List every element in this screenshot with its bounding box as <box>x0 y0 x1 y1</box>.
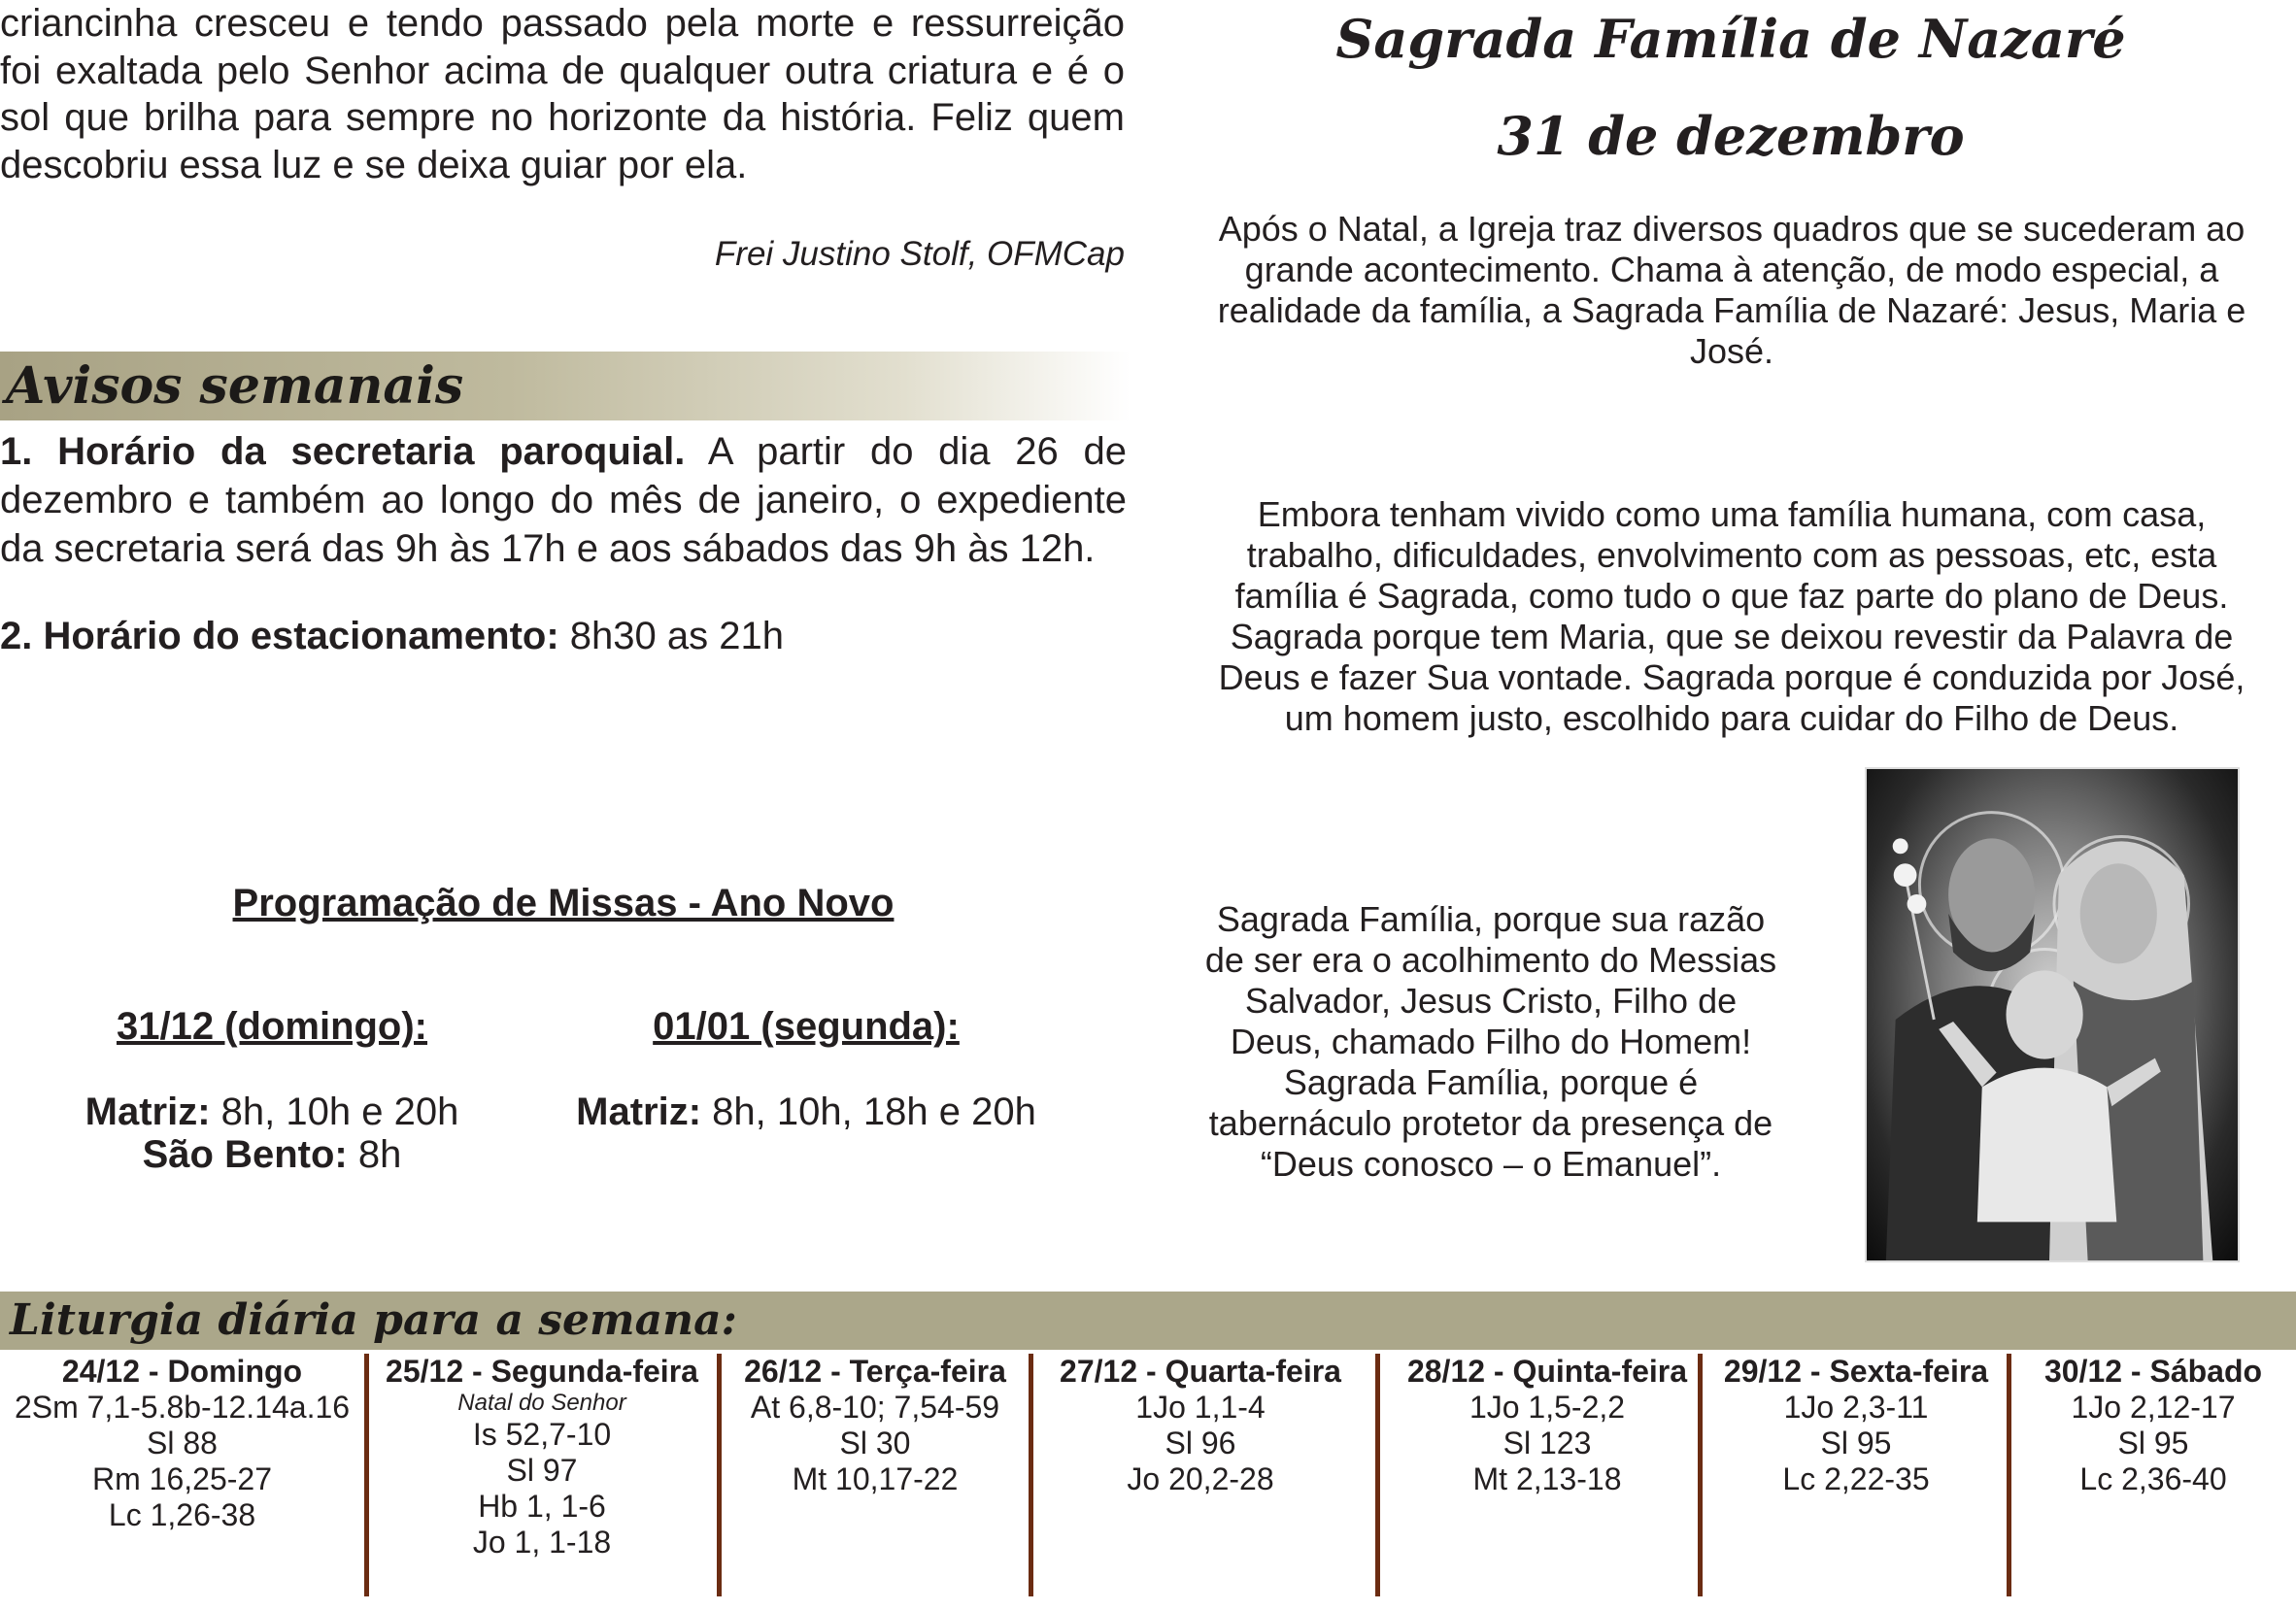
liturgia-day-column <box>1387 1354 1707 1497</box>
liturgia-column-divider <box>2007 1354 2011 1596</box>
missa-schedule-31-12 <box>68 1005 476 1176</box>
liturgia-day-column <box>1705 1354 2008 1497</box>
liturgia-reading: 1Jo 2,3-11 <box>1783 1390 1929 1425</box>
liturgia-day-label: 24/12 - Domingo <box>61 1354 303 1389</box>
intro-signature: Frei Justino Stolf, OFMCap <box>714 235 1125 273</box>
missa-schedule-01-01 <box>563 1005 1049 1133</box>
aviso-item-secretaria <box>0 427 1127 573</box>
missa-location-label: São Bento: <box>142 1133 348 1176</box>
missa-times: 8h, 10h, 18h e 20h <box>701 1091 1036 1133</box>
liturgia-reading: Lc 2,22-35 <box>1782 1461 1930 1496</box>
sagrada-familia-paragraph-3: Sagrada Família, porque sua razão de ser era o acolhimento do Messias Salvador, Jesus Cristo, Filho de Deus, chamado Filho do Homem! Sagrada Família, porque é tabernáculo protetor da presença de “Deus conosco – o Emanuel”. <box>1204 899 1777 1184</box>
aviso-item-estacionamento-label: 2. Horário do estacionamento: <box>0 615 559 657</box>
liturgia-reading: Lc 2,36-40 <box>2079 1461 2227 1496</box>
liturgia-day-column <box>2014 1354 2292 1497</box>
avisos-title: Avisos semanais <box>6 356 464 416</box>
sagrada-familia-date: 31 de dezembro <box>1497 105 1965 167</box>
liturgia-reading: Sl 30 <box>839 1426 911 1460</box>
liturgia-reading: 2Sm 7,1-5.8b-12.14a.16 <box>14 1390 351 1425</box>
liturgia-day-label: 29/12 - Sexta-feira <box>1723 1354 1989 1389</box>
missa-row-sao-bento <box>68 1133 476 1176</box>
aviso-item-estacionamento <box>0 612 1127 660</box>
missa-day-header: 31/12 (domingo): <box>116 1005 428 1048</box>
sagrada-familia-title: Sagrada Família de Nazaré <box>1335 8 2126 70</box>
liturgia-reading: Jo 20,2-28 <box>1127 1461 1274 1496</box>
liturgia-day-label: 25/12 - Segunda-feira <box>386 1354 698 1389</box>
liturgia-reading: Mt 10,17-22 <box>792 1461 959 1496</box>
liturgia-reading: Sl 97 <box>506 1453 578 1488</box>
liturgia-reading: Sl 96 <box>1165 1426 1236 1460</box>
sagrada-familia-paragraph-2: Embora tenham vivido como uma família humana, com casa, trabalho, dificuldades, envolvimento com as pessoas, etc, esta família é Sagrada, como tudo o que faz parte do plano de Deus. Sagrada porque tem Maria, que se deixou revestir da Palavra de Deus e fazer Sua vontade. Sagrada porque é conduzida por José, um homem justo, escolhido para cuidar do Filho de Deus. <box>1218 494 2245 738</box>
liturgia-day-column <box>1035 1354 1366 1497</box>
liturgia-reading: Sl 123 <box>1503 1426 1592 1460</box>
liturgia-column-divider <box>364 1354 369 1596</box>
liturgia-reading: 1Jo 2,12-17 <box>2071 1390 2236 1425</box>
liturgia-day-label: 30/12 - Sábado <box>2043 1354 2263 1389</box>
liturgia-column-divider <box>1375 1354 1380 1596</box>
liturgia-day-column <box>724 1354 1027 1497</box>
liturgia-day-label: 26/12 - Terça-feira <box>744 1354 1006 1389</box>
liturgia-day-column <box>371 1354 713 1561</box>
liturgia-day-label: 28/12 - Quinta-feira <box>1406 1354 1688 1389</box>
liturgia-reading: 1Jo 1,5-2,2 <box>1469 1390 1626 1425</box>
missa-location-label: Matriz: <box>576 1091 702 1133</box>
missa-times: 8h <box>347 1133 402 1176</box>
sagrada-familia-paragraph-1: Após o Natal, a Igreja traz diversos quadros que se sucederam ao grande acontecimento. Chama à atenção, de modo especial, a realidade da família, a Sagrada Família de Nazaré: Jesus, Maria e José. <box>1217 209 2246 371</box>
missa-day-header: 01/01 (segunda): <box>653 1005 960 1048</box>
liturgia-reading: Is 52,7-10 <box>472 1417 612 1452</box>
liturgia-reading: Jo 1, 1-18 <box>472 1525 612 1560</box>
liturgia-reading: Sl 95 <box>1820 1426 1892 1460</box>
intro-paragraph: criancinha cresceu e tendo passado pela morte e ressurreição foi exaltada pelo Senhor acima de qualquer outra criatura e é o sol que brilha para sempre no horizonte da história. Feliz quem descobriu essa luz e se deixa guiar por ela. <box>0 2 1125 186</box>
liturgia-reading: 1Jo 1,1-4 <box>1135 1390 1266 1425</box>
liturgia-day-label: 27/12 - Quarta-feira <box>1060 1354 1341 1389</box>
liturgia-column-divider <box>717 1354 722 1596</box>
missa-location-label: Matriz: <box>84 1091 211 1133</box>
holy-family-illustration <box>1867 769 2238 1260</box>
liturgia-reading: Mt 2,13-18 <box>1472 1461 1622 1496</box>
aviso-item-estacionamento-text: 8h30 as 21h <box>558 615 784 657</box>
missas-title: Programação de Missas - Ano Novo <box>232 882 895 924</box>
liturgia-reading: Sl 95 <box>2117 1426 2189 1460</box>
missa-row-matriz <box>563 1091 1049 1133</box>
aviso-item-secretaria-text: A partir do dia 26 de dezembro e também ao longo do mês de janeiro, o expediente da secretaria será das 9h às 17h e aos sábados das 9h às 12h. <box>0 430 1127 570</box>
liturgia-reading: Sl 88 <box>147 1426 218 1460</box>
missa-row-matriz <box>68 1091 476 1133</box>
missa-times: 8h, 10h e 20h <box>210 1091 459 1133</box>
aviso-item-secretaria-label: 1. Horário da secretaria paroquial. <box>0 430 686 473</box>
liturgia-day-column <box>0 1354 364 1533</box>
liturgia-title: Liturgia diária para a semana: <box>10 1295 737 1345</box>
liturgia-day-note: Natal do Senhor <box>457 1390 626 1416</box>
liturgia-reading: Rm 16,25-27 <box>92 1461 272 1496</box>
holy-family-image <box>1865 767 2240 1262</box>
liturgia-column-divider <box>1029 1354 1033 1596</box>
liturgia-reading: Lc 1,26-38 <box>108 1497 256 1532</box>
liturgia-reading: At 6,8-10; 7,54-59 <box>750 1390 1000 1425</box>
liturgia-reading: Hb 1, 1-6 <box>478 1489 606 1524</box>
liturgia-column-divider <box>1698 1354 1703 1596</box>
